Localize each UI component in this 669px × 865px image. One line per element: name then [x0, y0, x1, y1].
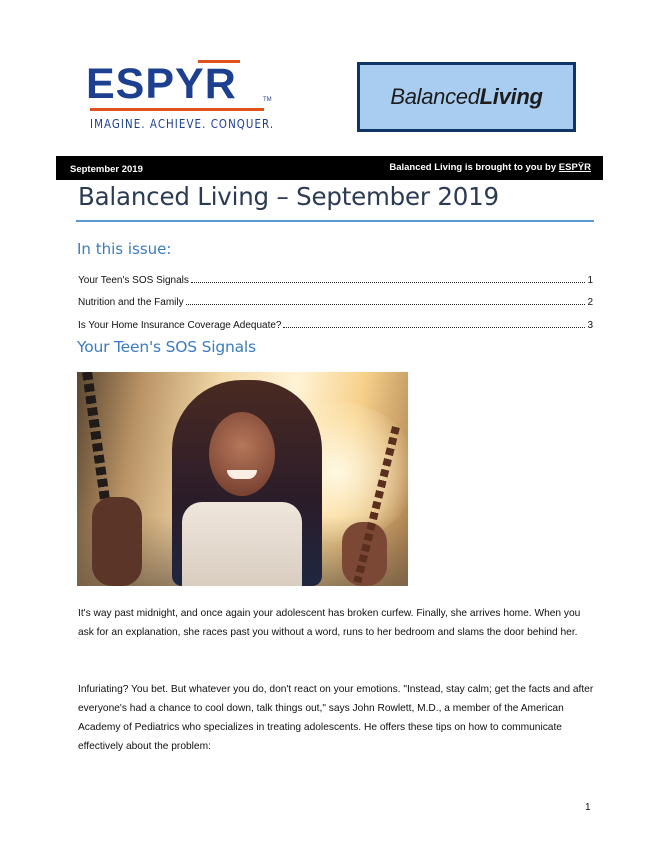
article-photo — [77, 372, 408, 586]
toc-leader-dots — [191, 281, 586, 283]
face — [209, 412, 275, 496]
toc-item[interactable] — [78, 286, 593, 309]
toc-item-label: Your Teen's SOS Signals — [78, 274, 189, 286]
table-of-contents — [78, 263, 593, 331]
shirt — [182, 502, 302, 586]
smile — [227, 470, 257, 479]
article-paragraph: It's way past midnight, and once again your adolescent has broken curfew. Finally, she arrives home. When you ask for an explanation, she races past you without a word, runs to her bedroom and slams the door behind her. — [78, 608, 581, 638]
toc-leader-dots — [186, 303, 586, 305]
toc-item[interactable] — [78, 308, 593, 331]
toc-item-page: 3 — [587, 319, 593, 331]
article-heading: Your Teen's SOS Signals — [77, 338, 256, 356]
trademark-mark: TM — [263, 97, 272, 103]
logo-text-regular: Balanced — [390, 84, 480, 109]
sponsor-link[interactable]: ESPŸR — [558, 162, 591, 173]
title-divider — [76, 220, 594, 222]
toc-leader-dots — [283, 326, 585, 328]
espyr-wordmark: ESPYR — [86, 60, 237, 108]
sponsor-credit-text: Balanced Living is brought to you by — [389, 162, 559, 173]
balanced-living-logo — [357, 62, 576, 132]
logo-text-bold: Living — [479, 84, 543, 109]
article-paragraph: Infuriating? You bet. But whatever you do, don't react on your emotions. "Instead, stay calm; get the facts and after everyone's had a chance to cool down, talk things out," says John Rowlett, M.D., a member of the American Academy of Pediatrics who specializes in treating adolescents. He offers these tips on how to communicate effectively about the problem: — [78, 684, 594, 752]
header-band — [56, 156, 603, 180]
toc-item-page: 2 — [587, 297, 593, 308]
logo-underline — [90, 108, 264, 111]
page-title: Balanced Living – September 2019 — [78, 182, 499, 211]
espyr-logo — [86, 60, 276, 138]
toc-heading: In this issue: — [77, 240, 172, 258]
sponsor-credit — [389, 162, 591, 173]
toc-item[interactable] — [78, 263, 593, 286]
toc-item-label: Is Your Home Insurance Coverage Adequate? — [78, 319, 282, 331]
arm-left — [92, 497, 142, 586]
issue-date: September 2019 — [70, 164, 143, 175]
toc-item-label: Nutrition and the Family — [78, 297, 184, 308]
toc-item-page: 1 — [587, 274, 593, 286]
balanced-living-logo-text — [390, 84, 542, 110]
page-number: 1 — [585, 802, 591, 813]
espyr-tagline: IMAGINE. ACHIEVE. CONQUER. — [90, 116, 275, 131]
